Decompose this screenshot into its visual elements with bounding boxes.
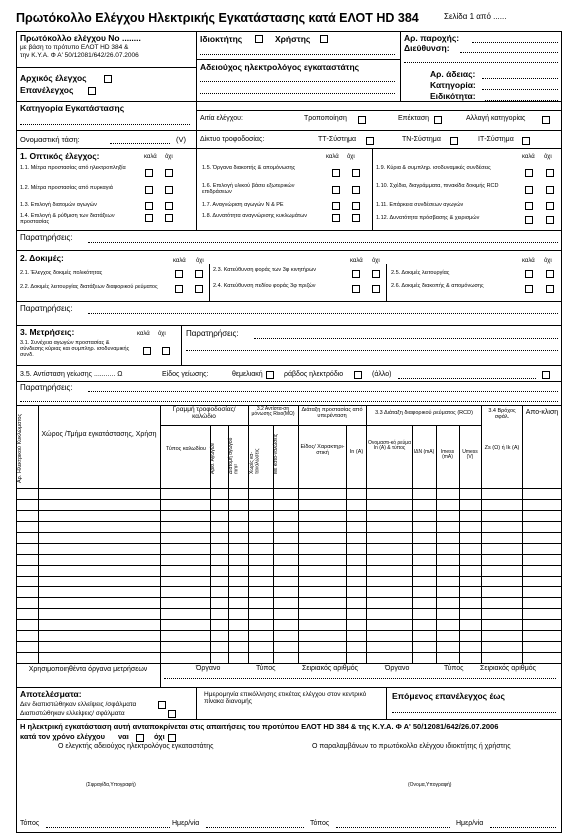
table-row[interactable]: [16, 630, 562, 631]
check-1-5-no[interactable]: [352, 169, 360, 177]
check-2-1-good[interactable]: [175, 270, 183, 278]
instruments-label: Χρησιμοποιηθέντα όργανα μετρήσεων: [28, 666, 148, 673]
col-circuit-number: Αρ. Ηλεκτρικού Κυκλώματος: [17, 413, 23, 483]
col-space: Χώρος /Τμήμα εγκατάστασης, Χρήση: [41, 431, 157, 438]
col-umeas: Umess (V): [462, 449, 478, 461]
installation-category-label: Κατηγορία Εγκατάστασης: [20, 103, 125, 113]
check-3-1-good[interactable]: [143, 347, 151, 355]
foundation-earth-checkbox[interactable]: [266, 371, 274, 379]
visual-check-title: 1. Οπτικός έλεγχος:: [20, 151, 100, 161]
col-rcd: 3.3 Διάταξη διαφορικού ρεύματος (RCD): [375, 410, 473, 416]
table-row[interactable]: [16, 532, 562, 533]
extension-checkbox[interactable]: [434, 116, 442, 124]
table-row[interactable]: [16, 597, 562, 598]
measurements-title: 3. Μετρήσεις:: [20, 327, 75, 337]
check-3-1-no[interactable]: [162, 347, 170, 355]
s1-notes-label: Παρατηρήσεις:: [20, 233, 73, 242]
col-overcurrent: Διάταξη προστασίας από υπερένταση: [301, 407, 363, 419]
col-loop: 3.4 Βρόχος σφάλ.: [488, 408, 516, 420]
no-faults-checkbox[interactable]: [158, 701, 166, 709]
check-1-9-good[interactable]: [525, 169, 533, 177]
table-row[interactable]: [16, 499, 562, 500]
check-1-6-no[interactable]: [352, 186, 360, 194]
table-row[interactable]: [16, 586, 562, 587]
nominal-voltage-label: Ονομαστική τάση:: [20, 135, 80, 144]
check-1-3-no[interactable]: [165, 202, 173, 210]
check-1-4-good[interactable]: [145, 214, 153, 222]
specialty-label: Ειδικότητα:: [430, 91, 476, 101]
check-1-2-good[interactable]: [145, 186, 153, 194]
check-1-5-good[interactable]: [332, 169, 340, 177]
it-system-checkbox[interactable]: [522, 137, 530, 145]
check-1-12-no[interactable]: [546, 216, 554, 224]
check-2-2-no[interactable]: [195, 285, 203, 293]
initial-check-checkbox[interactable]: [104, 75, 112, 83]
col-with-loads: Με κατα-ναλώσεις: [273, 433, 279, 474]
results-title: Αποτελέσματα:: [20, 689, 82, 699]
col-imeas: Imess (mA): [440, 449, 455, 461]
check-1-1-good[interactable]: [145, 169, 153, 177]
check-2-3-good[interactable]: [352, 270, 360, 278]
tn-system-checkbox[interactable]: [450, 137, 458, 145]
table-row[interactable]: [16, 488, 562, 489]
check-2-4-no[interactable]: [372, 285, 380, 293]
check-1-3-good[interactable]: [145, 202, 153, 210]
table-row[interactable]: [16, 608, 562, 609]
next-recheck-label: Επόμενος επανέλεγχος έως: [392, 691, 505, 701]
protocol-number: Πρωτόκολλο ελέγχου Νο ........: [20, 33, 141, 43]
faults-checkbox[interactable]: [168, 710, 176, 718]
col-kind: Είδος/ Χαρακτηρι-στική: [300, 444, 345, 456]
check-1-2-no[interactable]: [165, 186, 173, 194]
declaration-no-checkbox[interactable]: [168, 734, 176, 742]
check-1-1-no[interactable]: [165, 169, 173, 177]
label-date-label: Ημερομηνία επικόλλησης ετικέτας ελέγχου στον κεντρικό πίνακα διανομής: [204, 691, 367, 705]
owner-signature-label: Ο παραλαμβάνων το πρωτόκολλο ελέγχου ιδιοκτήτης ή χρήστης: [312, 743, 511, 750]
check-2-5-no[interactable]: [546, 270, 554, 278]
declaration: Η ηλεκτρική εγκατάσταση αυτή ανταποκρίνεται στις απαιτήσεις του προτύπου ΕΛΟΤ HD 384 & της Κ.Υ.Α. Φ Α' 50/12081/642/26.07.2006: [20, 722, 499, 731]
check-1-11-good[interactable]: [525, 202, 533, 210]
check-1-9-no[interactable]: [546, 169, 554, 177]
network-label: Δίκτυο τροφοδοσίας:: [200, 136, 265, 143]
check-1-12-good[interactable]: [525, 216, 533, 224]
licensed-electrician-label: Αδειούχος ηλεκτρολόγος εγκαταστάτης: [200, 62, 360, 72]
supply-number-label: Αρ. παροχής:: [404, 33, 460, 43]
user-checkbox[interactable]: [320, 35, 328, 43]
check-2-6-good[interactable]: [525, 285, 533, 293]
recheck-checkbox[interactable]: [88, 87, 96, 95]
rod-earth-checkbox[interactable]: [354, 371, 362, 379]
check-1-11-no[interactable]: [546, 202, 554, 210]
check-1-4-no[interactable]: [165, 214, 173, 222]
document-title: Πρωτόκολλο Ελέγχου Ηλεκτρικής Εγκατάστασης κατά ΕΛΟΤ HD 384: [16, 11, 419, 25]
col-in: In (A): [349, 449, 364, 455]
col-idn: IΔN (mA): [413, 449, 435, 455]
category-label: Κατηγορία:: [430, 80, 476, 90]
table-row[interactable]: [16, 510, 562, 511]
col-nominal-current: Ονομαστι-κό ρεύμα In (A) & τύπος: [368, 440, 411, 452]
table-row[interactable]: [16, 521, 562, 522]
page-label: Σελίδα 1 από ......: [444, 12, 507, 21]
col-supply-line: Γραμμή τροφοδοσίας/ καλώδιο: [172, 406, 236, 420]
table-row[interactable]: [16, 543, 562, 544]
change-category-checkbox[interactable]: [542, 116, 550, 124]
col-section: Διατομή αγωγού mm²: [228, 437, 240, 474]
check-1-8-no[interactable]: [352, 214, 360, 222]
table-row[interactable]: [16, 619, 562, 620]
check-1-8-good[interactable]: [332, 214, 340, 222]
check-2-5-good[interactable]: [525, 270, 533, 278]
table-row[interactable]: [16, 576, 562, 577]
table-row[interactable]: [16, 554, 562, 555]
col-cable-type: Τύπος καλωδίου: [165, 446, 207, 452]
table-row[interactable]: [16, 565, 562, 566]
col-zs: Zs (Ω) ή Ik (A): [484, 445, 520, 451]
user-label: Χρήστης: [275, 34, 311, 44]
s3-notes2-label: Παρατηρήσεις:: [20, 383, 73, 392]
s2-notes-label: Παρατηρήσεις:: [20, 304, 73, 313]
owner-checkbox[interactable]: [255, 35, 263, 43]
table-row[interactable]: [16, 652, 562, 653]
electrician-signature-label: Ο ελεγκτής αδειούχος ηλεκτρολόγος εγκαταστάτης: [58, 743, 214, 750]
check-1-7-no[interactable]: [352, 202, 360, 210]
check-2-3-no[interactable]: [372, 270, 380, 278]
tt-system-checkbox[interactable]: [366, 137, 374, 145]
check-1-6-good[interactable]: [332, 186, 340, 194]
table-row[interactable]: [16, 641, 562, 642]
s3-notes-label: Παρατηρήσεις:: [186, 329, 239, 338]
check-1-7-good[interactable]: [332, 202, 340, 210]
address-label: Διεύθυνση:: [404, 43, 450, 53]
license-number-label: Αρ. άδειας:: [430, 69, 476, 79]
declaration-yes-checkbox[interactable]: [136, 734, 144, 742]
earth-resistance: 3.5. Αντίσταση γείωσης ........... Ω: [20, 371, 123, 378]
check-2-4-good[interactable]: [352, 285, 360, 293]
check-2-2-good[interactable]: [175, 285, 183, 293]
recheck-label: Επανέλεγχος: [20, 85, 74, 95]
col-insulation: 3.2 Αντίστα-ση μόνωσης Riso(MΩ): [251, 406, 295, 418]
col-without-loads: Χωρίς κα-ταναλώσεις: [249, 448, 261, 474]
other-earth-checkbox[interactable]: [542, 371, 550, 379]
modification-checkbox[interactable]: [358, 116, 366, 124]
initial-check-label: Αρχικός έλεγχος: [20, 73, 87, 83]
col-wires: Αριθ. Αγωγών: [210, 442, 216, 474]
check-1-10-no[interactable]: [546, 186, 554, 194]
check-2-1-no[interactable]: [195, 270, 203, 278]
check-2-6-no[interactable]: [546, 285, 554, 293]
reason-label: Αιτία ελέγχου:: [200, 115, 243, 122]
check-1-10-good[interactable]: [525, 186, 533, 194]
owner-label: Ιδιοκτήτης: [200, 34, 243, 44]
col-deviation: Απο-κλιση: [525, 409, 559, 416]
tests-title: 2. Δοκιμές:: [20, 253, 64, 263]
